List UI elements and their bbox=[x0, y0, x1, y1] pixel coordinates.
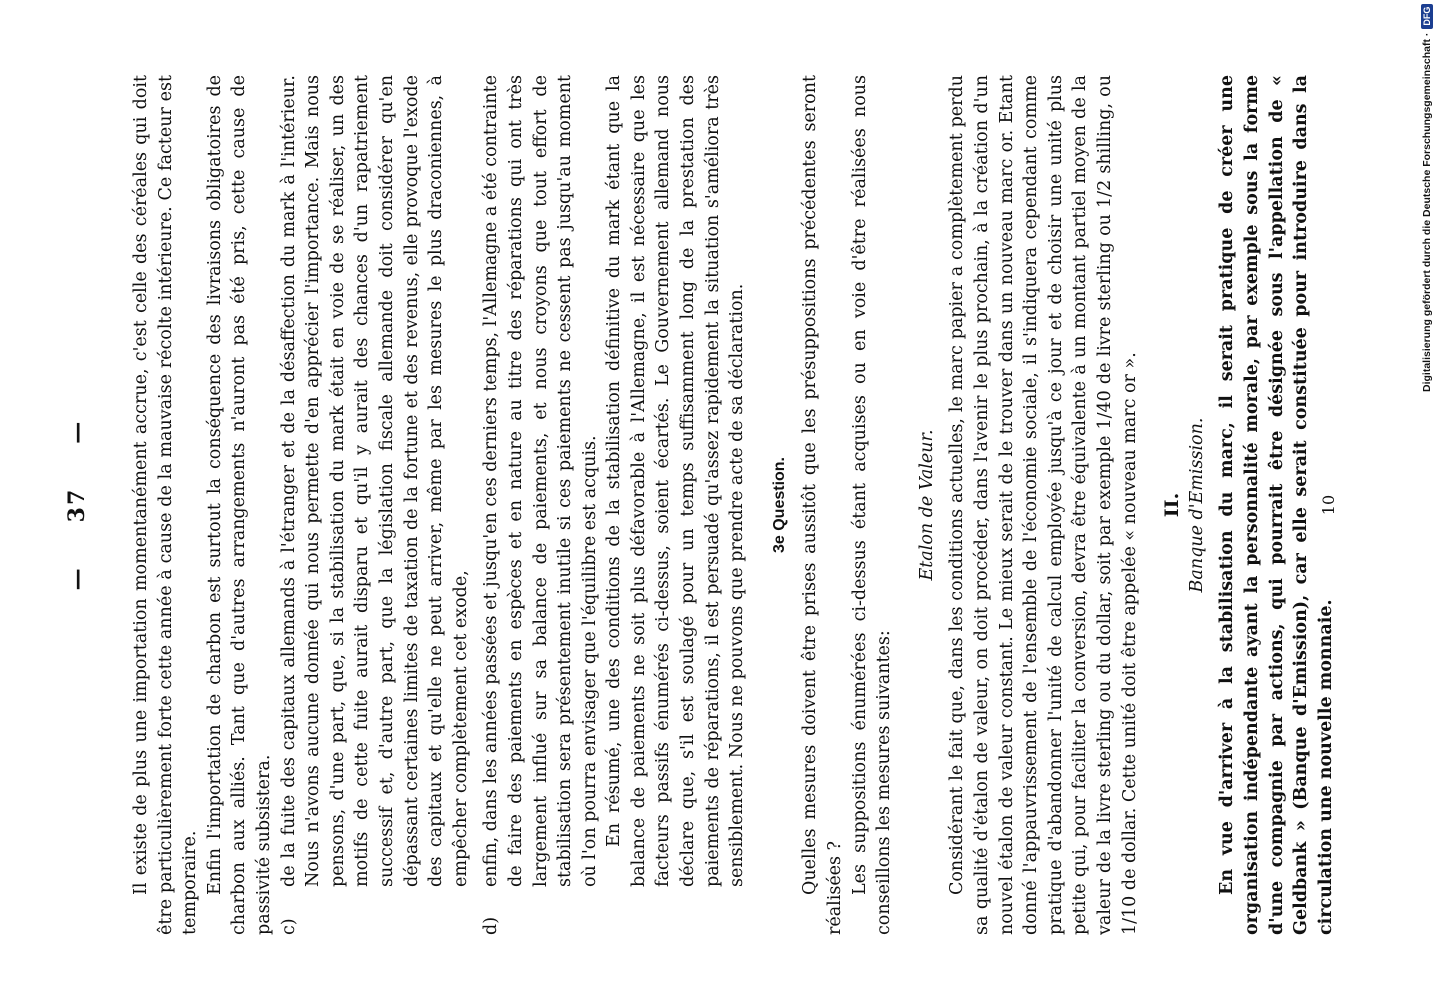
section-heading-banque: Banque d'Emission. bbox=[1186, 417, 1207, 593]
list-text-d: enfin, dans les années passées et jusqu'en ces derniers temps, l'Allemagne a été contrainte de faire des paiements en espèces et en nature au titre des réparations qui ont très largement influé sur sa balance de paiements, et nous croyons que tout effort de stabilisation sera présentement inutile si ces paiements ne cessent pas jusqu'au moment où l'on pourra envisager que l'équilibre est acquis. bbox=[481, 75, 600, 887]
dfg-logo-icon: DFG bbox=[1421, 4, 1433, 29]
section-heading-etalon: Etalon de Valeur. bbox=[916, 429, 937, 581]
page-number-dash-right: — bbox=[64, 419, 90, 444]
question-answer: Les suppositions énumérées ci-dessus étant acquises ou en voie d'être réalisées nous conseillons les mesures suivantes: bbox=[849, 75, 895, 935]
list-item-c bbox=[277, 75, 474, 935]
page-folio: 10 bbox=[1319, 494, 1338, 516]
list-text-c: de la fuite des capitaux allemands à l'étranger et de la désaffection du mark à l'intérieur. Nous n'avons aucune donnée qui nous permette d'en apprécier l'importance. Mais nous pensons, d'une part, que, si la stabilisation du mark était en voie de se réaliser, un des motifs de cette fuite aurait disparu et qu'il y aurait des chances d'un rapatriement successif et, d'autre part, que la législation fiscale allemande doit considérer qu'en dépassant certaines limites de taxation de la fortune et des revenus, elle provoque l'exode des capitaux et qu'elle ne peut arriver, même par les mesures le plus draconiennes, à empêcher complètement cet exode, bbox=[278, 75, 471, 887]
list-label-d: d) bbox=[481, 916, 502, 935]
rotated-page-container bbox=[57, 75, 1347, 935]
list-item-d bbox=[479, 75, 750, 935]
question-heading: 3e Question. bbox=[770, 456, 788, 554]
document-page bbox=[57, 75, 1347, 935]
paragraph-banque: En vue d'arriver à la stabilisation du marc, il serait pratique de créer une organisation indépendante ayant la personnalité morale, par exemple sous la forme d'une compagnie par actions, qui pourrait être désignée sous l'appellation de « Geldbank » (Banque d'Emission), car elle serait constituée pour introduire dans la circulation une nouvelle monnaie. bbox=[1217, 75, 1336, 935]
page-number-dash-left: — bbox=[64, 566, 90, 591]
list-text-d-summary: En résumé, une des conditions de la stabilisation définitive du mark étant que la balance de paiements ne soit plus défavorable à l'Allemagne, il est nécessaire que les facteurs passifs énumérés ci-dessus, soient écartés. Le Gouvernement allemand nous déclare que, s'il est soulagé pour un temps suffisamment long de la prestation des paiements de réparations, il est persuadé qu'assez rapidement la situation s'améliora très sensiblement. Nous ne pouvons que prendre acte de sa déclaration. bbox=[604, 75, 748, 887]
page-body bbox=[129, 75, 1338, 935]
paragraph-imports: Il existe de plus une importation momentanément accrue, c'est celle des céréales qui doit être particulièrement forte cette année à cause de la mauvaise récolte intérieure. Ce facteur est temporaire. bbox=[131, 75, 201, 935]
dfg-sidebar bbox=[1412, 0, 1434, 1000]
dfg-credit-text: Digitalisierung gefördert durch die Deutsche Forschungsgemeinschaft · bbox=[1421, 32, 1433, 392]
paragraph-etalon: Considérant le fait que, dans les conditions actuelles, le marc papier a complètement perdu sa qualité d'étalon de valeur, on doit procéder, dans l'avenir le plus prochain, à la création d'un nouvel étalon de valeur constant. Le mieux serait de le trouver dans un nouveau marc or. Etant donné l'appauvrissement de l'ensemble de l'économie sociale, il s'indiquera cependant comme pratique d'abandonner l'unité de calcul employée jusqu'à ce jour et de choisir une unité plus petite qui, pour faciliter la conversion, devra être équivalente à un montant partiel moyen de la valeur de la livre sterling ou du dollar, soit par exemple 1/40 de livre sterling ou 1/2 shilling, ou 1/10 de dollar. Cette unité doit être appelée « nouveau marc or ». bbox=[947, 75, 1140, 935]
page-number-header bbox=[65, 375, 90, 635]
page-number: 37 bbox=[64, 487, 90, 523]
section-number: II. bbox=[1161, 492, 1184, 518]
paragraph-coal: Enfin l'importation de charbon est surtout la conséquence des livraisons obligatoires de charbon aux alliés. Tant que d'autres arrangements n'auront pas été pris, cette cause de passivité subsistera. bbox=[204, 75, 274, 935]
list-label-c: c) bbox=[278, 918, 299, 935]
dfg-credit bbox=[1417, 2, 1434, 392]
question-text: Quelles mesures doivent être prises aussitôt que les présuppositions précédentes seront réalisées ? bbox=[800, 75, 846, 935]
